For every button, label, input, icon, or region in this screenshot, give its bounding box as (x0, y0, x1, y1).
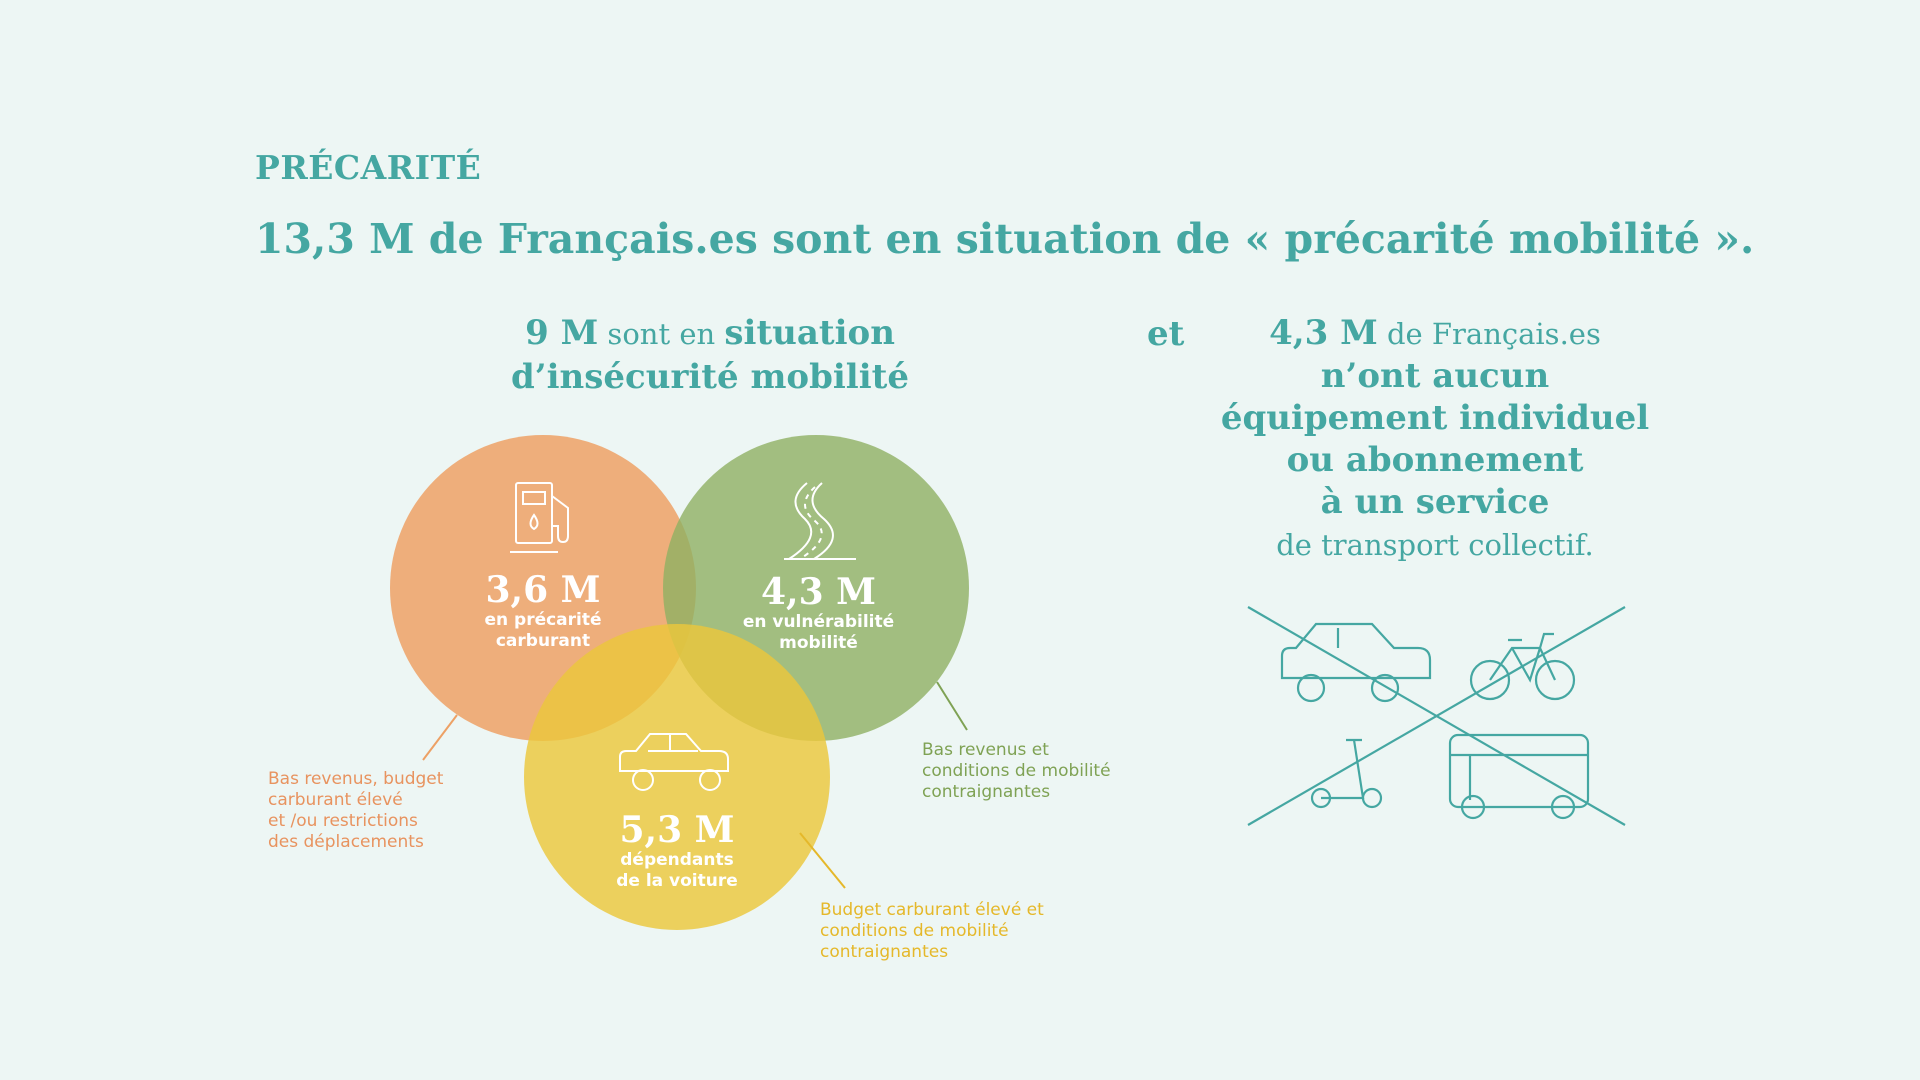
no-equipment-line-1: n’ont aucun (1320, 356, 1550, 396)
green-note (922, 740, 1162, 803)
car-label-1: dépendants (620, 850, 734, 870)
orange-note-line: des déplacements (268, 832, 424, 852)
vulnerability-value: 4,3 M (760, 571, 876, 613)
orange-leader-line (423, 715, 457, 760)
green-note-line: conditions de mobilité (922, 761, 1111, 781)
car-outline-icon (1282, 624, 1430, 701)
yellow-leader-line (800, 833, 845, 888)
section-kicker: PRÉCARITÉ (255, 148, 482, 187)
scooter-icon (1312, 740, 1381, 807)
fuel-value: 3,6 M (485, 569, 601, 611)
no-equipment-line-2: équipement individuel (1220, 398, 1650, 438)
vulnerability-circle-label (716, 572, 921, 654)
insecurity-label-1: situation (724, 313, 895, 353)
orange-note-line: carburant élevé (268, 790, 403, 810)
no-equipment-lead: de Français.es (1377, 317, 1601, 351)
transport-icons (1248, 607, 1625, 825)
fuel-label-1: en précarité (484, 610, 602, 630)
fuel-label-2: carburant (495, 631, 591, 651)
yellow-note (820, 900, 1100, 963)
green-note-line: Bas revenus et (922, 740, 1049, 760)
no-equipment-line-3: ou abonnement (1286, 440, 1584, 480)
orange-note (268, 769, 488, 853)
orange-note-line: et /ou restrictions (268, 811, 418, 831)
car-circle-label (577, 810, 777, 892)
cross-icon (1248, 607, 1625, 825)
yellow-note-line: conditions de mobilité (820, 921, 1009, 941)
page-title: 13,3 M de Français.es sont en situation de « précarité mobilité ». (255, 215, 1755, 263)
car-label-2: de la voiture (616, 871, 738, 891)
insecurity-connector: sont en (598, 317, 725, 351)
insecurity-total: 9 M (525, 313, 599, 353)
car-value: 5,3 M (619, 809, 735, 851)
vulnerability-label-1: en vulnérabilité (742, 612, 895, 632)
green-note-line: contraignantes (922, 782, 1051, 802)
bus-icon (1450, 735, 1588, 818)
fuel-circle-label (443, 570, 643, 652)
green-leader-line (937, 682, 967, 730)
vulnerability-label-2: mobilité (779, 633, 858, 653)
insecurity-label-2: d’insécurité mobilité (511, 357, 909, 397)
no-equipment-total: 4,3 M (1269, 313, 1378, 353)
no-equipment-line-5: de transport collectif. (1276, 528, 1594, 562)
orange-note-line: Bas revenus, budget (268, 769, 444, 789)
yellow-note-line: contraignantes (820, 942, 949, 962)
no-equipment-line-4: à un service (1320, 482, 1550, 522)
yellow-note-line: Budget carburant élevé et (820, 900, 1044, 920)
connector-et: et (1147, 314, 1185, 354)
